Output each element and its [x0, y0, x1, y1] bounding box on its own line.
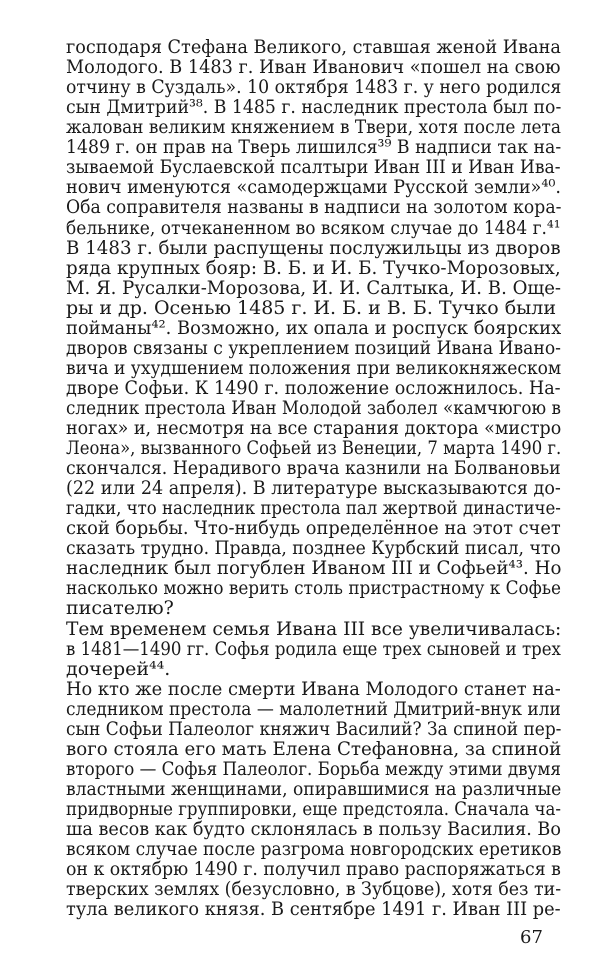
text-line: нович именуются «самодержцами Русской земли»⁴⁰.	[66, 176, 561, 199]
page-number: 67	[520, 927, 543, 948]
text-line: Леона», вызванного Софьей из Венеции, 7 марта 1490 г.	[66, 437, 562, 459]
text-line: вича и ухудшением положения при великокняжеском	[66, 356, 562, 379]
text-line: ногах» и, несмотря на все старания доктора «мистро	[66, 416, 562, 439]
text-line: господаря Стефана Великого, ставшая женой Ивана	[66, 36, 561, 58]
text-line: следник престола Иван Молодой заболел «камчюгою в	[66, 396, 561, 419]
text-line: дворе Софьи. К 1490 г. положение осложнилось. На-	[66, 376, 561, 399]
text-line: дочерей⁴⁴.	[66, 657, 171, 680]
text-line: 1489 г. он прав на Тверь лишился³⁹ В надписи так на-	[66, 136, 562, 159]
text-line: Но кто же после смерти Ивана Молодого станет на-	[66, 677, 561, 700]
text-line: М. Я. Русалки-Морозова, И. И. Салтыка, И. В. Още-	[66, 276, 562, 299]
text-line: наследник был погублен Иваном III и Софьей⁴³. Но	[66, 557, 562, 580]
text-line: следником престола — малолетний Дмитрий-внук или	[66, 697, 561, 720]
text-line: ряда крупных бояр: В. Б. и И. Б. Тучко-Морозовых,	[66, 256, 561, 279]
text-line: властными женщинами, опиравшимися на различные	[66, 777, 562, 800]
text-line: зываемой Буслаевской псалтыри Иван III и Иван Ива-	[66, 156, 561, 179]
text-line: В 1483 г. были распущены послужильцы из дворов	[66, 236, 561, 259]
text-line: отчину в Суздаль». 10 октября 1483 г. у него родился	[66, 76, 562, 99]
text-line: скончался. Нерадивого врача казнили на Болвановьи	[66, 457, 561, 480]
text-line: Оба соправителя названы в надписи на золотом кора-	[66, 196, 562, 219]
text-line: сын Дмитрий³⁸. В 1485 г. наследник престола был по-	[66, 96, 562, 119]
text-line: тверских землях (безусловно, в Зубцове), хотя без ти-	[66, 878, 562, 901]
text-line: (22 или 24 апреля). В литературе высказываются до-	[66, 477, 561, 500]
text-line: тула великого князя. В сентябре 1491 г. Иван III ре-	[66, 898, 561, 921]
text-line: Молодого. В 1483 г. Иван Иванович «пошел на свою	[66, 56, 561, 78]
text-line: он к октябрю 1490 г. получил право распоряжаться в	[66, 858, 561, 881]
text-line: бельнике, отчеканенном во всяком случае до 1484 г.⁴¹	[66, 216, 561, 239]
text-line: писателю?	[66, 597, 174, 620]
text-line: всяком случае после разгрома новгородских еретиков	[66, 838, 562, 860]
text-line: в 1481—1490 гг. Софья родила еще трех сыновей и трех	[66, 637, 561, 660]
text-line: второго — Софья Палеолог. Борьба между этими двумя	[66, 757, 561, 780]
text-line: насколько можно верить столь пристрастному к Софье	[66, 577, 562, 600]
text-line: вого стояла его мать Елена Стефановна, за спиной	[66, 737, 562, 760]
text-line: сын Софьи Палеолог княжич Василий? За спиной пер-	[66, 717, 562, 740]
text-line: Тем временем семья Ивана III все увеличивалась:	[66, 617, 562, 640]
text-line: ша весов как будто склонялась в пользу Василия. Во	[66, 818, 561, 840]
text-line: пойманы⁴². Возможно, их опала и роспуск боярских	[66, 316, 562, 339]
text-line: сказать трудно. Правда, позднее Курбский писал, что	[66, 537, 561, 560]
text-line: ской борьбы. Что-нибудь определённое на этот счет	[66, 517, 561, 540]
text-line: ры и др. Осенью 1485 г. И. Б. и В. Б. Тучко были	[66, 296, 556, 319]
text-line: жалован великим княжением в Твери, хотя после лета	[66, 116, 561, 139]
text-line: придворные группировки, еще предстояла. Сначала ча-	[66, 797, 561, 820]
text-line: дворов связаны с укреплением позиций Ивана Ивано-	[66, 336, 561, 359]
text-line: гадки, что наследник престола пал жертвой династиче-	[66, 497, 561, 520]
